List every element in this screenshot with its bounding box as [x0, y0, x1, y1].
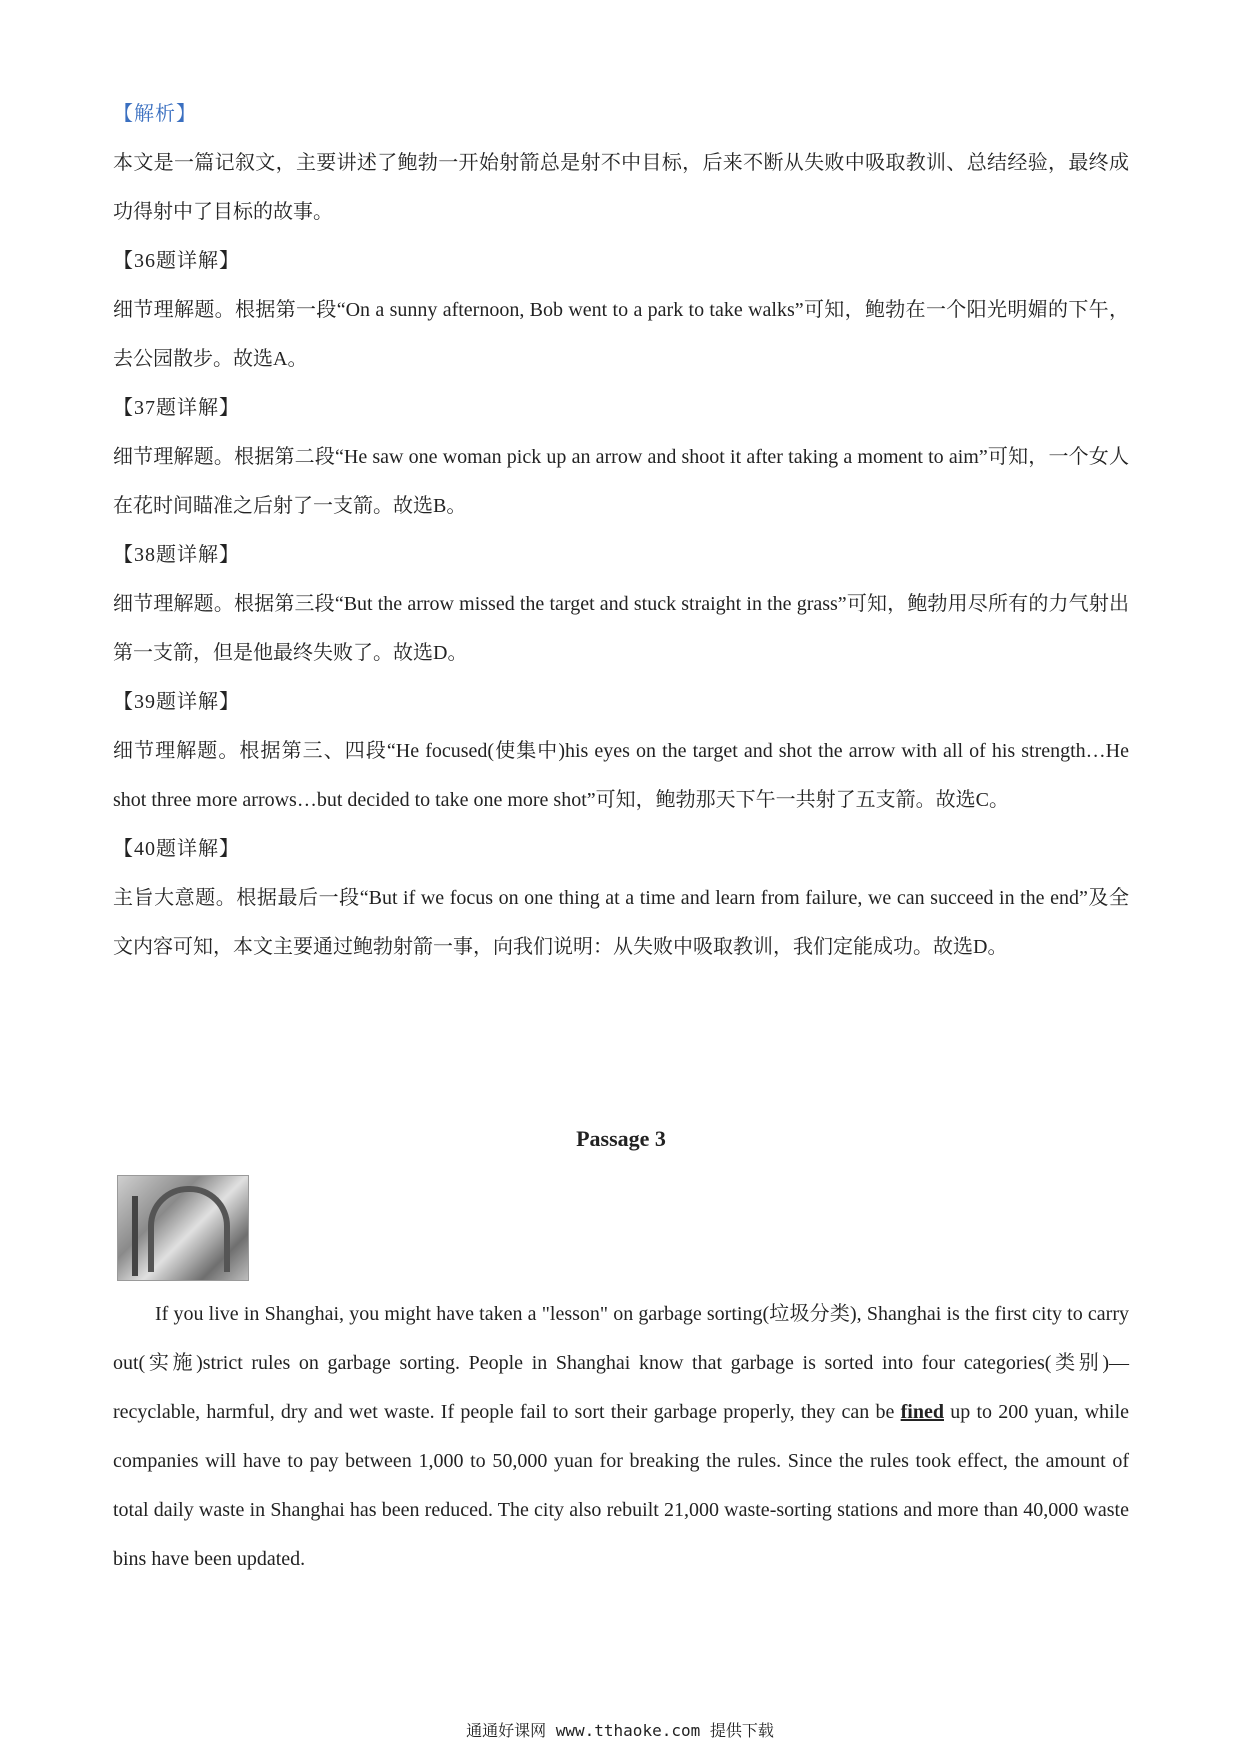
highlighted-word: fined	[900, 1401, 944, 1423]
question-39-explanation: 细节理解题。根据第三、四段“He focused(使集中)his eyes on the target and shot the arrow with all of his strength…He shot three more arrows…but decided to take one more shot”可知，鲍勃那天下午一共射了五支箭。故选C。	[113, 740, 1129, 811]
question-39-heading: 【39题详解】	[113, 691, 240, 713]
passage-text-before: If you live in Shanghai, you might have taken a "lesson" on garbage sorting(垃圾分类), Shanghai is the first city to carry out(实施)strict rules on garbage sorting. People in Shanghai know that garbage is sorted into four categories(类别)—recyclable, harmful, dry and wet waste. If people fail to sort their garbage properly, they can be	[113, 1303, 1129, 1423]
analysis-tag: 【解析】	[113, 103, 197, 125]
question-40-explanation: 主旨大意题。根据最后一段“But if we focus on one thing at a time and learn from failure, we can succeed in the end”及全文内容可知，本文主要通过鲍勃射箭一事，向我们说明：从失败中吸取教训，我们定能成功。故选D。	[113, 887, 1129, 958]
question-37-heading: 【37题详解】	[113, 397, 240, 419]
passage-text-after: up to 200 yuan, while companies will have to pay between 1,000 to 50,000 yuan for breaking the rules. Since the rules took effect, the amount of total daily waste in Shanghai has been reduced. The city also rebuilt 21,000 waste-sorting stations and more than 40,000 waste bins have been updated.	[113, 1401, 1130, 1570]
question-36-explanation: 细节理解题。根据第一段“On a sunny afternoon, Bob went to a park to take walks”可知，鲍勃在一个阳光明媚的下午，去公园散步。故选A。	[113, 299, 1129, 370]
passage-photo	[117, 1175, 249, 1281]
passage-body	[113, 1290, 1129, 1584]
photo-arch-shape	[148, 1186, 230, 1272]
footer-watermark: 通通好课网 www.tthaoke.com 提供下载	[466, 1721, 774, 1740]
question-36-heading: 【36题详解】	[113, 250, 240, 272]
analysis-section	[113, 90, 1129, 972]
question-40-heading: 【40题详解】	[113, 838, 240, 860]
question-38-explanation: 细节理解题。根据第三段“But the arrow missed the target and stuck straight in the grass”可知，鲍勃用尽所有的力气射出第一支箭，但是他最终失败了。故选D。	[113, 593, 1129, 664]
document-page	[113, 90, 1130, 1570]
question-38-heading: 【38题详解】	[113, 544, 240, 566]
question-37-explanation: 细节理解题。根据第二段“He saw one woman pick up an arrow and shoot it after taking a moment to aim”可知，一个女人在花时间瞄准之后射了一支箭。故选B。	[113, 446, 1129, 517]
photo-pole-shape	[132, 1196, 138, 1276]
analysis-summary: 本文是一篇记叙文，主要讲述了鲍勃一开始射箭总是射不中目标，后来不断从失败中吸取教训、总结经验，最终成功得射中了目标的故事。	[113, 152, 1129, 223]
passage-title: Passage 3	[576, 1126, 666, 1151]
